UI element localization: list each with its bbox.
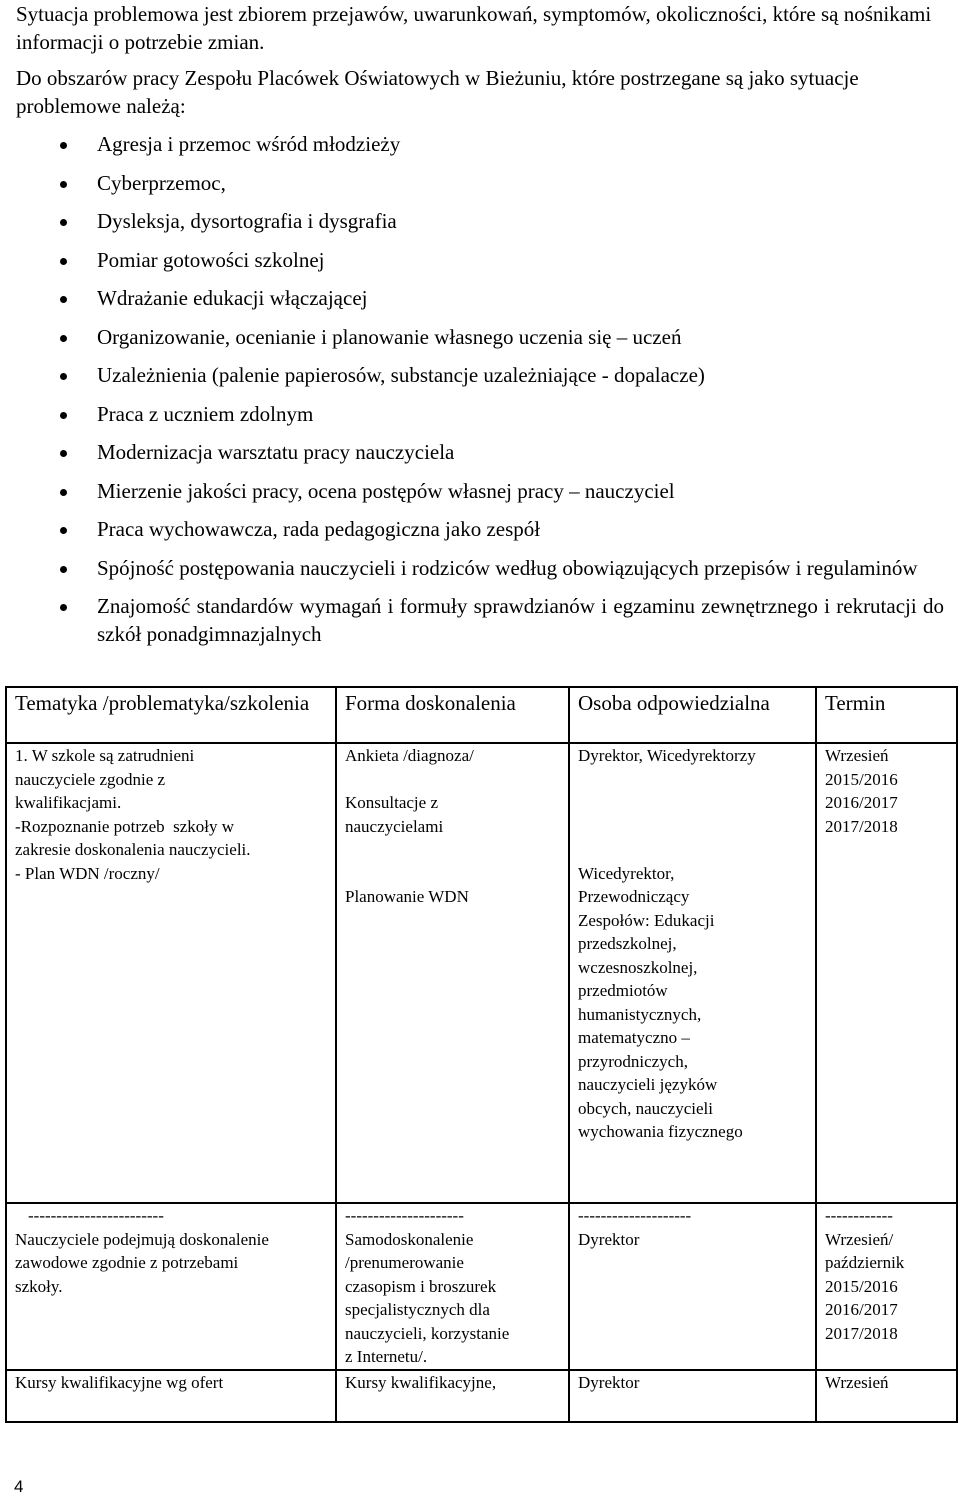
header-topic: Tematyka /problematyka/szkolenia bbox=[6, 687, 336, 743]
cell-person: Dyrektor, Wicedyrektorzy Wicedyrektor, Przewodniczący Zespołów: Edukacji przedszkolnej, wczesnoszkolnej, przedmiotów humanistycznych, matematyczno – przyrodniczych, nauczycieli języków obcych, nauczycieli wychowania fizycznego bbox=[569, 743, 816, 1203]
problem-areas-list bbox=[0, 130, 960, 659]
bullet-icon bbox=[60, 335, 67, 342]
bullet-icon bbox=[60, 219, 67, 226]
cell-topic: Kursy kwalifikacyjne wg ofert bbox=[6, 1370, 336, 1422]
cell-person: Dyrektor bbox=[569, 1370, 816, 1422]
list-item: Praca wychowawcza, rada pedagogiczna jako zespół bbox=[0, 515, 960, 543]
bullet-icon bbox=[60, 527, 67, 534]
bullet-icon bbox=[60, 373, 67, 380]
cell-term: Wrzesień bbox=[816, 1370, 957, 1422]
list-item: Dysleksja, dysortografia i dysgrafia bbox=[0, 207, 960, 235]
list-item: Znajomość standardów wymagań i formuły sprawdzianów i egzaminu zewnętrznego i rekrutacji do szkół ponadgimnazjalnych bbox=[0, 592, 960, 648]
cell-form: --------------------- Samodoskonalenie /prenumerowanie czasopism i broszurek specjalistycznych dla nauczycieli, korzystanie z Internetu/. bbox=[336, 1203, 569, 1370]
bullet-icon bbox=[60, 604, 67, 611]
list-item: Spójność postępowania nauczycieli i rodziców według obowiązujących przepisów i regulaminów bbox=[0, 554, 960, 582]
list-item: Agresja i przemoc wśród młodzieży bbox=[0, 130, 960, 158]
training-plan-table bbox=[5, 686, 958, 1423]
cell-person: -------------------- Dyrektor bbox=[569, 1203, 816, 1370]
table-row bbox=[6, 1203, 957, 1370]
list-item: Organizowanie, ocenianie i planowanie własnego uczenia się – uczeń bbox=[0, 323, 960, 351]
header-form: Forma doskonalenia bbox=[336, 687, 569, 743]
table-header-row bbox=[6, 687, 957, 743]
header-person: Osoba odpowiedzialna bbox=[569, 687, 816, 743]
list-item: Modernizacja warsztatu pracy nauczyciela bbox=[0, 438, 960, 466]
bullet-icon bbox=[60, 258, 67, 265]
cell-form: Ankieta /diagnoza/ Konsultacje z nauczycielami Planowanie WDN bbox=[336, 743, 569, 1203]
cell-topic: 1. W szkole są zatrudnieni nauczyciele zgodnie z kwalifikacjami. -Rozpoznanie potrzeb szkoły w zakresie doskonalenia nauczycieli. - Plan WDN /roczny/ bbox=[6, 743, 336, 1203]
page-number: 4 bbox=[14, 1477, 24, 1496]
list-item: Praca z uczniem zdolnym bbox=[0, 400, 960, 428]
header-term: Termin bbox=[816, 687, 957, 743]
bullet-icon bbox=[60, 296, 67, 303]
cell-form: Kursy kwalifikacyjne, bbox=[336, 1370, 569, 1422]
cell-topic: ------------------------ Nauczyciele podejmują doskonalenie zawodowe zgodnie z potrzebami szkoły. bbox=[6, 1203, 336, 1370]
bullet-icon bbox=[60, 566, 67, 573]
bullet-icon bbox=[60, 489, 67, 496]
table-row bbox=[6, 1370, 957, 1422]
list-item: Pomiar gotowości szkolnej bbox=[0, 246, 960, 274]
list-item: Uzależnienia (palenie papierosów, substancje uzależniające - dopalacze) bbox=[0, 361, 960, 389]
bullet-icon bbox=[60, 450, 67, 457]
intro-lead: Do obszarów pracy Zespołu Placówek Oświatowych w Bieżuniu, które postrzegane są jako sytuacje problemowe należą: bbox=[16, 66, 859, 118]
list-item: Wdrażanie edukacji włączającej bbox=[0, 284, 960, 312]
table-row bbox=[6, 743, 957, 1203]
intro-definition: Sytuacja problemowa jest zbiorem przejawów, uwarunkowań, symptomów, okoliczności, które są nośnikami informacji o potrzebie zmian. bbox=[16, 2, 932, 54]
list-item: Mierzenie jakości pracy, ocena postępów własnej pracy – nauczyciel bbox=[0, 477, 960, 505]
bullet-icon bbox=[60, 142, 67, 149]
bullet-icon bbox=[60, 412, 67, 419]
cell-term: ------------ Wrzesień/ październik 2015/2016 2016/2017 2017/2018 bbox=[816, 1203, 957, 1370]
bullet-icon bbox=[60, 181, 67, 188]
list-item: Cyberprzemoc, bbox=[0, 169, 960, 197]
cell-term: Wrzesień 2015/2016 2016/2017 2017/2018 bbox=[816, 743, 957, 1203]
